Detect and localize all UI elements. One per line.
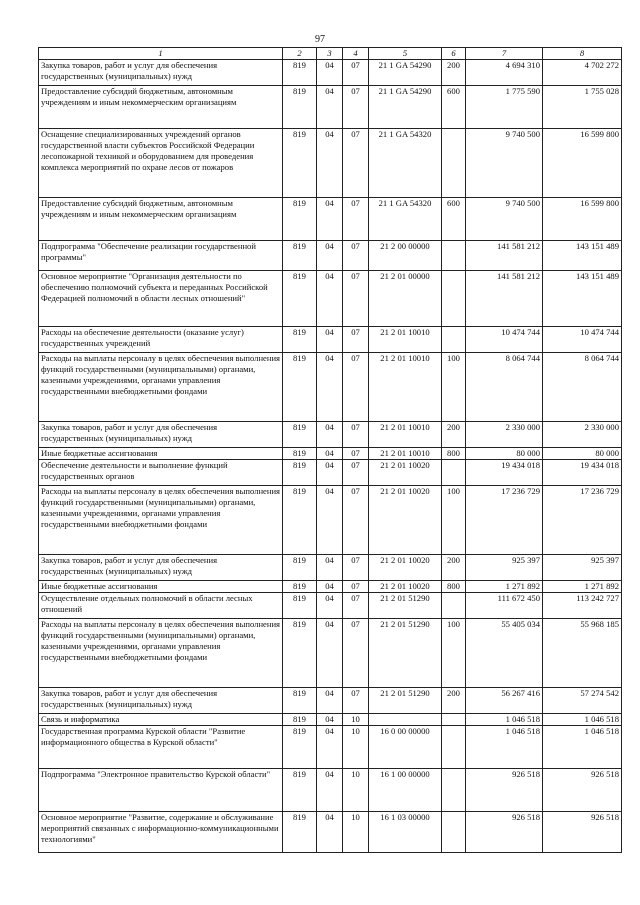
row-admin-code: 819: [283, 129, 317, 198]
row-amount-year1: 10 474 744: [466, 327, 543, 353]
row-amount-year2: 143 151 489: [543, 241, 622, 271]
table-row: [39, 241, 622, 271]
row-section: 04: [317, 60, 343, 86]
row-subsection: 07: [343, 86, 369, 129]
table-row: [39, 726, 622, 769]
row-expense-type: 200: [442, 555, 466, 581]
row-section: 04: [317, 86, 343, 129]
row-amount-year1: 9 740 500: [466, 198, 543, 241]
header-cell: 3: [317, 48, 343, 60]
row-amount-year1: 1 046 518: [466, 726, 543, 769]
row-amount-year1: 111 672 450: [466, 593, 543, 619]
row-amount-year2: 80 000: [543, 448, 622, 460]
row-name: Иные бюджетные ассигнования: [39, 448, 283, 460]
row-subsection: 07: [343, 198, 369, 241]
row-expense-type: [442, 769, 466, 812]
row-expense-type: 200: [442, 60, 466, 86]
table-row: [39, 619, 622, 688]
row-section: 04: [317, 353, 343, 422]
row-amount-year2: 57 274 542: [543, 688, 622, 714]
row-admin-code: 819: [283, 86, 317, 129]
row-subsection: 10: [343, 812, 369, 853]
row-admin-code: 819: [283, 726, 317, 769]
row-amount-year2: 10 474 744: [543, 327, 622, 353]
row-amount-year2: 1 046 518: [543, 714, 622, 726]
table-row: [39, 60, 622, 86]
row-expense-type: 800: [442, 448, 466, 460]
row-amount-year2: 1 755 028: [543, 86, 622, 129]
row-target-article: 21 1 GA 54290: [369, 86, 442, 129]
row-name: Предоставление субсидий бюджетным, автономным учреждениям и иным некоммерческим организациям: [39, 198, 283, 241]
row-expense-type: 200: [442, 422, 466, 448]
table-row: [39, 769, 622, 812]
table-row: [39, 460, 622, 486]
row-section: 04: [317, 129, 343, 198]
row-expense-type: 600: [442, 198, 466, 241]
row-expense-type: [442, 327, 466, 353]
row-target-article: 16 1 00 00000: [369, 769, 442, 812]
row-section: 04: [317, 271, 343, 327]
row-subsection: 07: [343, 327, 369, 353]
row-expense-type: [442, 271, 466, 327]
page-number: 97: [315, 34, 325, 45]
row-section: 04: [317, 198, 343, 241]
row-amount-year2: 925 397: [543, 555, 622, 581]
row-target-article: 21 1 GA 54290: [369, 60, 442, 86]
row-target-article: 21 2 01 10020: [369, 460, 442, 486]
row-section: 04: [317, 241, 343, 271]
row-expense-type: 100: [442, 353, 466, 422]
row-amount-year2: 2 330 000: [543, 422, 622, 448]
row-amount-year1: 55 405 034: [466, 619, 543, 688]
row-target-article: 21 1 GA 54320: [369, 198, 442, 241]
row-target-article: 21 2 01 10010: [369, 422, 442, 448]
row-amount-year2: 16 599 800: [543, 198, 622, 241]
row-section: 04: [317, 769, 343, 812]
row-subsection: 10: [343, 769, 369, 812]
table-row: [39, 593, 622, 619]
row-amount-year2: 926 518: [543, 769, 622, 812]
table-row: [39, 486, 622, 555]
row-amount-year1: 926 518: [466, 812, 543, 853]
row-name: Оснащение специализированных учреждений органов государственной власти субъектов Российской Федерации лесопожарной техникой и оборудованием для проведения комплекса мероприятий по охране лесов от пожаров: [39, 129, 283, 198]
row-amount-year1: 4 694 310: [466, 60, 543, 86]
row-admin-code: 819: [283, 353, 317, 422]
row-name: Основное мероприятие "Организация деятельности по обеспечению полномочий субъекта и переданных Российской Федерацией полномочий в области лесных отношений": [39, 271, 283, 327]
row-amount-year1: 926 518: [466, 769, 543, 812]
table-row: [39, 448, 622, 460]
row-target-article: [369, 714, 442, 726]
row-subsection: 07: [343, 60, 369, 86]
row-admin-code: 819: [283, 271, 317, 327]
row-subsection: 07: [343, 353, 369, 422]
row-subsection: 07: [343, 422, 369, 448]
row-amount-year1: 141 581 212: [466, 241, 543, 271]
row-admin-code: 819: [283, 327, 317, 353]
row-expense-type: 100: [442, 486, 466, 555]
row-subsection: 07: [343, 581, 369, 593]
row-admin-code: 819: [283, 593, 317, 619]
row-amount-year1: 56 267 416: [466, 688, 543, 714]
row-target-article: 21 2 00 00000: [369, 241, 442, 271]
row-amount-year1: 80 000: [466, 448, 543, 460]
row-target-article: 21 2 01 10020: [369, 581, 442, 593]
row-expense-type: [442, 460, 466, 486]
row-section: 04: [317, 812, 343, 853]
budget-table: [38, 47, 622, 853]
row-name: Закупка товаров, работ и услуг для обеспечения государственных (муниципальных) нужд: [39, 60, 283, 86]
row-subsection: 07: [343, 555, 369, 581]
row-amount-year2: 8 064 744: [543, 353, 622, 422]
header-cell: 8: [543, 48, 622, 60]
row-subsection: 07: [343, 271, 369, 327]
header-cell: 1: [39, 48, 283, 60]
row-name: Расходы на выплаты персоналу в целях обеспечения выполнения функций государственными (муниципальными) органами, казенными учреждениями, органами управления государственными внебюджетными фондами: [39, 486, 283, 555]
row-expense-type: [442, 241, 466, 271]
row-admin-code: 819: [283, 581, 317, 593]
row-target-article: 16 0 00 00000: [369, 726, 442, 769]
row-subsection: 07: [343, 448, 369, 460]
row-amount-year1: 17 236 729: [466, 486, 543, 555]
row-name: Подпрограмма "Обеспечение реализации государственной программы": [39, 241, 283, 271]
row-amount-year2: 4 702 272: [543, 60, 622, 86]
row-section: 04: [317, 593, 343, 619]
row-section: 04: [317, 460, 343, 486]
row-expense-type: [442, 593, 466, 619]
row-section: 04: [317, 448, 343, 460]
row-target-article: 21 2 01 51290: [369, 619, 442, 688]
row-name: Предоставление субсидий бюджетным, автономным учреждениям и иным некоммерческим организациям: [39, 86, 283, 129]
row-target-article: 21 2 01 51290: [369, 593, 442, 619]
row-section: 04: [317, 555, 343, 581]
row-admin-code: 819: [283, 812, 317, 853]
row-expense-type: 200: [442, 688, 466, 714]
row-amount-year1: 9 740 500: [466, 129, 543, 198]
row-admin-code: 819: [283, 241, 317, 271]
header-cell: 4: [343, 48, 369, 60]
row-admin-code: 819: [283, 619, 317, 688]
row-target-article: 21 1 GA 54320: [369, 129, 442, 198]
row-amount-year2: 1 046 518: [543, 726, 622, 769]
row-section: 04: [317, 422, 343, 448]
row-amount-year1: 141 581 212: [466, 271, 543, 327]
row-amount-year1: 2 330 000: [466, 422, 543, 448]
row-admin-code: 819: [283, 198, 317, 241]
row-amount-year2: 1 271 892: [543, 581, 622, 593]
row-amount-year2: 16 599 800: [543, 129, 622, 198]
row-name: Закупка товаров, работ и услуг для обеспечения государственных (муниципальных) нужд: [39, 688, 283, 714]
row-name: Государственная программа Курской области "Развитие информационного общества в Курской области": [39, 726, 283, 769]
row-name: Осуществление отдельных полномочий в области лесных отношений: [39, 593, 283, 619]
row-name: Подпрограмма "Электронное правительство Курской области": [39, 769, 283, 812]
table-row: [39, 327, 622, 353]
row-subsection: 07: [343, 241, 369, 271]
row-target-article: 21 2 01 51290: [369, 688, 442, 714]
row-name: Закупка товаров, работ и услуг для обеспечения государственных (муниципальных) нужд: [39, 555, 283, 581]
row-section: 04: [317, 688, 343, 714]
row-subsection: 10: [343, 714, 369, 726]
row-expense-type: 800: [442, 581, 466, 593]
table-row: [39, 422, 622, 448]
row-admin-code: 819: [283, 688, 317, 714]
row-section: 04: [317, 714, 343, 726]
row-expense-type: [442, 129, 466, 198]
table-row: [39, 555, 622, 581]
row-name: Расходы на выплаты персоналу в целях обеспечения выполнения функций государственными (муниципальными) органами, казенными учреждениями, органами управления государственными внебюджетными фондами: [39, 353, 283, 422]
row-amount-year1: 1 046 518: [466, 714, 543, 726]
row-name: Расходы на обеспечение деятельности (оказание услуг) государственных учреждений: [39, 327, 283, 353]
table-row: [39, 198, 622, 241]
row-expense-type: 600: [442, 86, 466, 129]
row-name: Закупка товаров, работ и услуг для обеспечения государственных (муниципальных) нужд: [39, 422, 283, 448]
row-section: 04: [317, 581, 343, 593]
row-admin-code: 819: [283, 555, 317, 581]
row-admin-code: 819: [283, 60, 317, 86]
row-amount-year2: 113 242 727: [543, 593, 622, 619]
row-subsection: 07: [343, 129, 369, 198]
row-amount-year1: 8 064 744: [466, 353, 543, 422]
table-row: [39, 86, 622, 129]
row-target-article: 21 2 01 10020: [369, 486, 442, 555]
row-name: Иные бюджетные ассигнования: [39, 581, 283, 593]
row-target-article: 21 2 01 00000: [369, 271, 442, 327]
row-admin-code: 819: [283, 422, 317, 448]
table-row: [39, 581, 622, 593]
row-amount-year2: 55 968 185: [543, 619, 622, 688]
row-subsection: 07: [343, 486, 369, 555]
row-section: 04: [317, 619, 343, 688]
header-cell: 2: [283, 48, 317, 60]
row-target-article: 16 1 03 00000: [369, 812, 442, 853]
row-section: 04: [317, 726, 343, 769]
row-target-article: 21 2 01 10010: [369, 353, 442, 422]
header-cell: 5: [369, 48, 442, 60]
row-subsection: 07: [343, 593, 369, 619]
table-row: [39, 688, 622, 714]
row-admin-code: 819: [283, 460, 317, 486]
row-expense-type: 100: [442, 619, 466, 688]
table-row: [39, 714, 622, 726]
row-amount-year2: 19 434 018: [543, 460, 622, 486]
row-name: Основное мероприятие "Развитие, содержание и обслуживание мероприятий связанных с информационно-коммуникационными технологиями": [39, 812, 283, 853]
row-subsection: 07: [343, 688, 369, 714]
row-section: 04: [317, 486, 343, 555]
table-row: [39, 812, 622, 853]
row-target-article: 21 2 01 10010: [369, 327, 442, 353]
table-row: [39, 353, 622, 422]
row-amount-year1: 925 397: [466, 555, 543, 581]
table-row: [39, 129, 622, 198]
header-cell: 6: [442, 48, 466, 60]
row-amount-year1: 1 775 590: [466, 86, 543, 129]
row-expense-type: [442, 812, 466, 853]
row-name: Обеспечение деятельности и выполнение функций государственных органов: [39, 460, 283, 486]
row-section: 04: [317, 327, 343, 353]
row-target-article: 21 2 01 10010: [369, 448, 442, 460]
row-amount-year2: 926 518: [543, 812, 622, 853]
row-expense-type: [442, 714, 466, 726]
row-amount-year2: 17 236 729: [543, 486, 622, 555]
row-admin-code: 819: [283, 769, 317, 812]
row-subsection: 07: [343, 619, 369, 688]
row-subsection: 07: [343, 460, 369, 486]
row-name: Расходы на выплаты персоналу в целях обеспечения выполнения функций государственными (муниципальными) органами, казенными учреждениями, органами управления государственными внебюджетными фондами: [39, 619, 283, 688]
row-subsection: 10: [343, 726, 369, 769]
row-amount-year1: 19 434 018: [466, 460, 543, 486]
row-expense-type: [442, 726, 466, 769]
row-admin-code: 819: [283, 448, 317, 460]
table-row: [39, 271, 622, 327]
row-amount-year2: 143 151 489: [543, 271, 622, 327]
row-amount-year1: 1 271 892: [466, 581, 543, 593]
row-admin-code: 819: [283, 486, 317, 555]
row-target-article: 21 2 01 10020: [369, 555, 442, 581]
header-cell: 7: [466, 48, 543, 60]
row-name: Связь и информатика: [39, 714, 283, 726]
table-header-row: [39, 48, 622, 60]
row-admin-code: 819: [283, 714, 317, 726]
